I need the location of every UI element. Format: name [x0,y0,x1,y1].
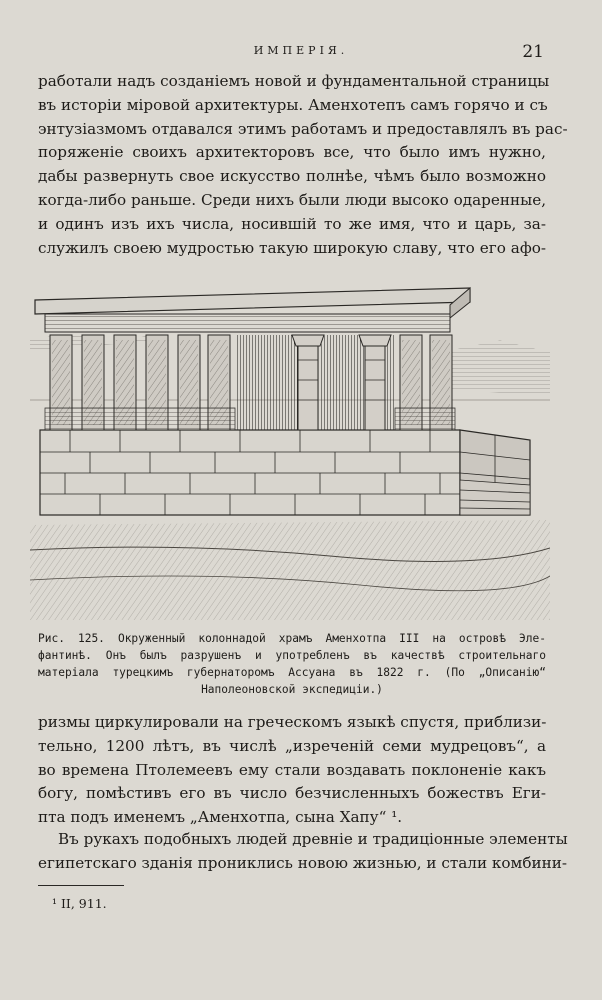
text-line: тельно, 1200 лѣтъ, въ числѣ „изреченій семи мудрецовъ“, а [38,736,546,755]
text-line: когда-либо раньше. Среди нихъ были люди высоко одаренные, [38,190,547,209]
figure-caption [38,630,546,698]
text-line: Въ рукахъ подобныхъ людей древніе и традиціонные элементы [58,830,568,848]
text-line: и одинъ изъ ихъ числа, носившій то же имя, что и царь, за- [38,214,546,233]
paragraph-top [38,70,568,260]
text-line: ризмы циркулировали на греческомъ языкѣ спустя, приблизи- [38,713,547,731]
temple-illustration [30,280,550,620]
caption-line: матеріала турецкимъ губернаторомъ Ассуана въ 1822 г. (По „Описанію“ [38,666,546,679]
footnote: ¹ II, 911. [52,896,107,911]
footnote-divider [38,885,124,886]
text-line: дабы развернуть свое искусство полнѣе, чѣмъ было возможно [38,167,546,186]
caption-line: Рис. 125. Окруженный колоннадой храмъ Аменхотпа III на островѣ Эле- [38,632,546,645]
text-line: работали надъ созданіемъ новой и фундаментальной страницы [38,72,550,90]
text-line: во времена Птолемеевъ ему стали воздавать поклоненіе какъ [38,760,546,779]
text-line: служилъ своею мудростью такую широкую славу, что его афо- [38,238,546,257]
paragraph-bottom [38,828,568,876]
text-line: пта подъ именемъ „Аменхотпа, сына Хапу“ ¹. [38,808,403,827]
caption-line: Наполеоновской экспедиціи.) [201,683,383,696]
text-line: поряженіе своихъ архитекторовъ все, что было имъ нужно, [38,143,546,162]
text-line: египетскаго зданія прониклись новою жизнью, и стали комбини- [38,853,567,872]
text-line: энтузіазмомъ отдавался этимъ работамъ и предоставлялъ въ рас- [38,119,568,138]
running-title: ИМПЕРІЯ. [253,44,349,57]
caption-line: фантинѣ. Онъ былъ разрушенъ и употребленъ въ качествѣ строительнаго [38,649,546,662]
temple-engraving-icon [30,280,550,620]
text-line: богу, помѣстивъ его въ число безчисленныхъ божествъ Еги- [38,784,546,803]
page-number: 21 [522,42,544,62]
paragraph-mid [38,711,546,830]
text-line: въ исторіи міровой архитектуры. Аменхотепъ самъ горячо и съ [38,95,548,114]
